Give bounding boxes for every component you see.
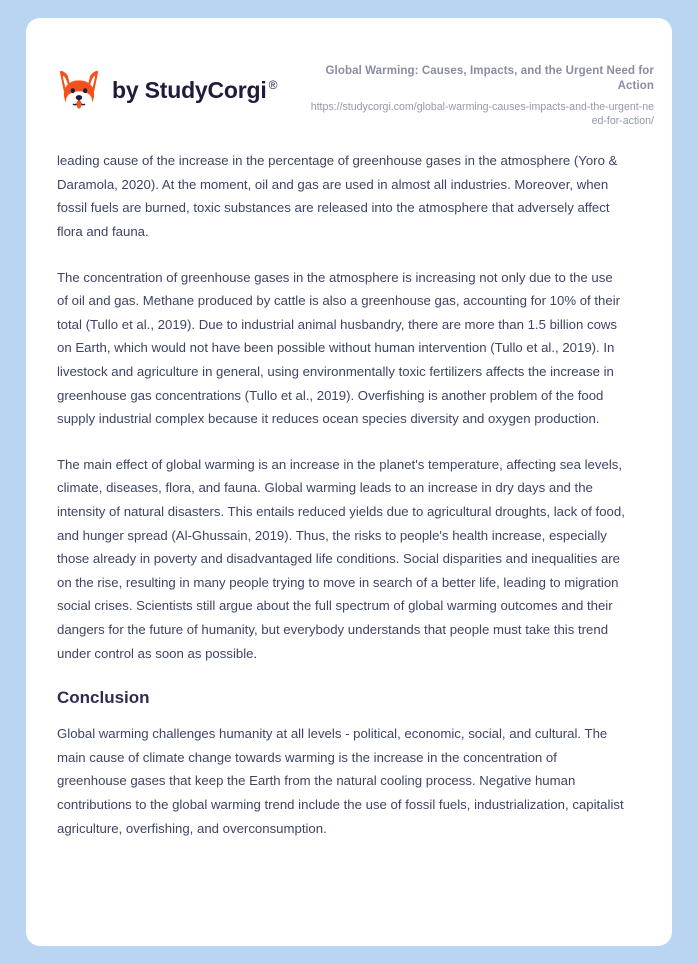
paragraph: The concentration of greenhouse gases in the atmosphere is increasing not only due to the use of oil and gas. Methane produced by cattle is also a greenhouse gas, accounting for 10% of their total (Tullo et al., 2019). Due to industrial animal husbandry, there are more than 1.5 billion cows on Earth, which would not have been possible without human intervention (Tullo et al., 2019). In livestock and agriculture in general, using environmentally toxic fertilizers affects the increase in greenhouse gas concentrations (Tullo et al., 2019). Overfishing is another problem of the food supply industrial complex because it reduces ocean species diversity and oxygen production.	[57, 269, 621, 427]
section-heading-conclusion: Conclusion	[57, 688, 150, 708]
bottom-spacer	[57, 862, 625, 882]
brand-logo	[57, 62, 277, 112]
paragraph: Global warming challenges humanity at all levels - political, economic, social, and cultural. The main cause of climate change towards warming is the increase in the concentration of greenhouse gases that keep the Earth from the natural cooling process. Negative human contributions to the global warming trend include the use of fossil fuels, industrialization, capitalist agriculture, overfishing, and overconsumption.	[57, 726, 624, 836]
brand-name-text: by StudyCorgi	[112, 76, 267, 103]
paragraph: leading cause of the increase in the percentage of greenhouse gases in the atmosphere (Yoro & Daramola, 2020). At the moment, oil and gas are used in almost all industries. Moreover, when fossil fuels are burned, toxic substances are released into the atmosphere that adversely affect flora and fauna.	[57, 153, 618, 239]
header-document-meta	[308, 62, 654, 129]
document-title: Global Warming: Causes, Impacts, and the Urgent Need for Action	[325, 65, 654, 93]
document-header	[26, 18, 672, 129]
document-url[interactable]: https://studycorgi.com/global-warming-causes-impacts-and-the-urgent-need-for-action/	[310, 100, 654, 128]
registered-trademark-icon: ®	[268, 77, 278, 92]
corgi-face-icon	[57, 68, 101, 112]
paragraph: The main effect of global warming is an increase in the planet's temperature, affecting sea levels, climate, diseases, flora, and fauna. Global warming leads to an increase in dry days and the intensity of natural disasters. This entails reduced yields due to agricultural droughts, lack of food, and hunger spread (Al-Ghussain, 2019). Thus, the risks to people's health increase, especially those already in poverty and disadvantaged life conditions. Social disparities and inequalities are on the rise, resulting in many people trying to move in search of a better life, leading to migration social crises. Scientists still argue about the full spectrum of global warming outcomes and their dangers for the future of humanity, but everybody understands that people must take this trend under control as soon as possible.	[57, 456, 625, 661]
document-body	[26, 129, 672, 882]
brand-name	[112, 77, 277, 104]
document-page	[26, 18, 672, 946]
